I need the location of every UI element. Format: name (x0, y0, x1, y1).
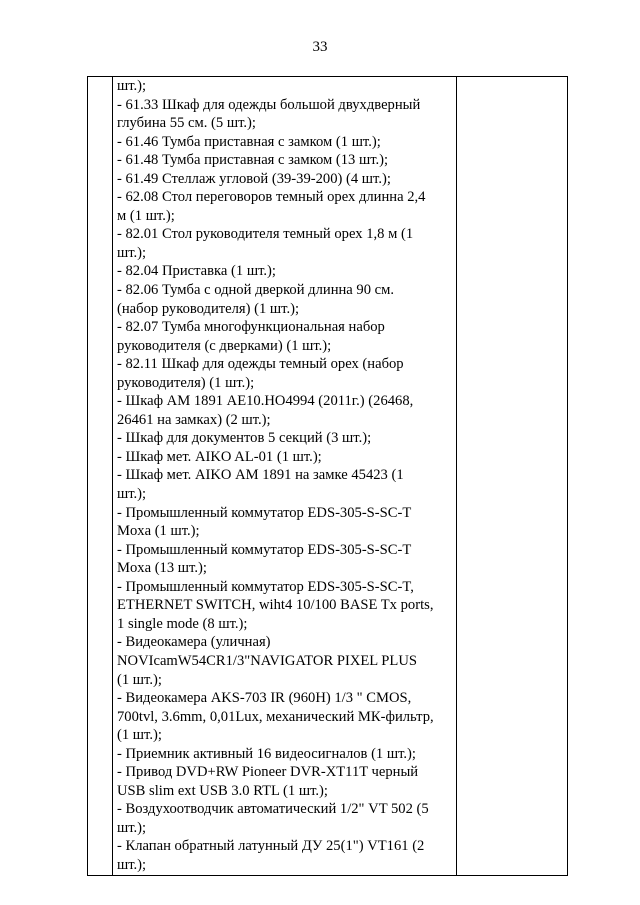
description-line: руководителя (с дверками) (1 шт.); (117, 337, 332, 354)
description-line: - Видеокамера AKS-703 IR (960H) 1/3 " CMOS, (117, 690, 412, 707)
row-number-cell (88, 77, 113, 876)
description-line: Moxa (13 шт.); (117, 560, 207, 577)
description-line: - 61.49 Стеллаж угловой (39-39-200) (4 шт.); (117, 170, 391, 187)
description-line: глубина 55 см. (5 шт.); (117, 115, 256, 132)
description-line: (1 шт.); (117, 727, 162, 744)
inventory-table (87, 76, 568, 876)
description-line: - Шкаф для документов 5 секций (3 шт.); (117, 430, 372, 447)
description-cell (113, 77, 457, 876)
description-line: 26461 на замках) (2 шт.); (117, 411, 271, 428)
description-line: руководителя) (1 шт.); (117, 374, 255, 391)
description-line: 700tvl, 3.6mm, 0,01Lux, механический МК-фильтр, (117, 708, 434, 725)
description-line: - Привод DVD+RW Pioneer DVR-XT11T черный (117, 764, 419, 781)
description-line: - Промышленный коммутатор EDS-305-S-SC-T (117, 541, 412, 558)
note-cell (457, 77, 568, 876)
description-line: шт.); (117, 244, 147, 261)
description-line: - 61.46 Тумба приставная с замком (1 шт.); (117, 133, 381, 150)
description-line: - Шкаф мет. AIKO AL-01 (1 шт.); (117, 448, 322, 465)
description-line: ETHERNET SWITCH, wiht4 10/100 BASE Tx ports, (117, 597, 434, 614)
description-line: шт.); (117, 819, 147, 836)
description-line: (1 шт.); (117, 671, 162, 688)
description-line: - 82.07 Тумба многофункциональная набор (117, 319, 385, 336)
description-line: Moxa (1 шт.); (117, 523, 200, 540)
description-line: шт.); (117, 78, 147, 94)
description-line: - Воздухоотводчик автоматический 1/2" VT 502 (5 (117, 801, 429, 818)
description-line: NOVIcamW54CR1/3"NAVIGATOR PIXEL PLUS (117, 652, 417, 669)
description-line: шт.); (117, 486, 147, 503)
description-line: - Клапан обратный латунный ДУ 25(1") VT161 (2 (117, 838, 425, 855)
description-line: - Видеокамера (уличная) (117, 634, 271, 651)
description-line: - Шкаф мет. AIKO АМ 1891 на замке 45423 (1 (117, 467, 404, 484)
description-line: м (1 шт.); (117, 207, 175, 224)
description-line: - 61.48 Тумба приставная с замком (13 шт.); (117, 152, 389, 169)
description-line: - Промышленный коммутатор EDS-305-S-SC-T (117, 504, 412, 521)
description-lines (117, 77, 452, 875)
description-line: - 61.33 Шкаф для одежды большой двухдверный (117, 96, 421, 113)
description-line: - 82.04 Приставка (1 шт.); (117, 263, 276, 280)
description-line: (набор руководителя) (1 шт.); (117, 300, 300, 317)
description-line: - Шкаф АМ 1891 АЕ10.НО4994 (2011г.) (26468, (117, 393, 414, 410)
description-line: - 82.11 Шкаф для одежды темный орех (набор (117, 356, 404, 373)
page-number: 33 (312, 39, 328, 55)
description-line: шт.); (117, 856, 147, 873)
description-line: - 62.08 Стол переговоров темный орех длинна 2,4 (117, 189, 426, 206)
table-row (88, 77, 568, 876)
description-line: USB slim ext USB 3.0 RTL (1 шт.); (117, 782, 328, 799)
description-line: - Промышленный коммутатор EDS-305-S-SC-T, (117, 578, 414, 595)
description-line: - 82.01 Стол руководителя темный орех 1,8 м (1 (117, 226, 414, 243)
description-line: 1 single mode (8 шт.); (117, 615, 248, 632)
description-line: - 82.06 Тумба с одной дверкой длинна 90 см. (117, 282, 395, 299)
description-line: - Приемник активный 16 видеосигналов (1 шт.); (117, 745, 416, 762)
